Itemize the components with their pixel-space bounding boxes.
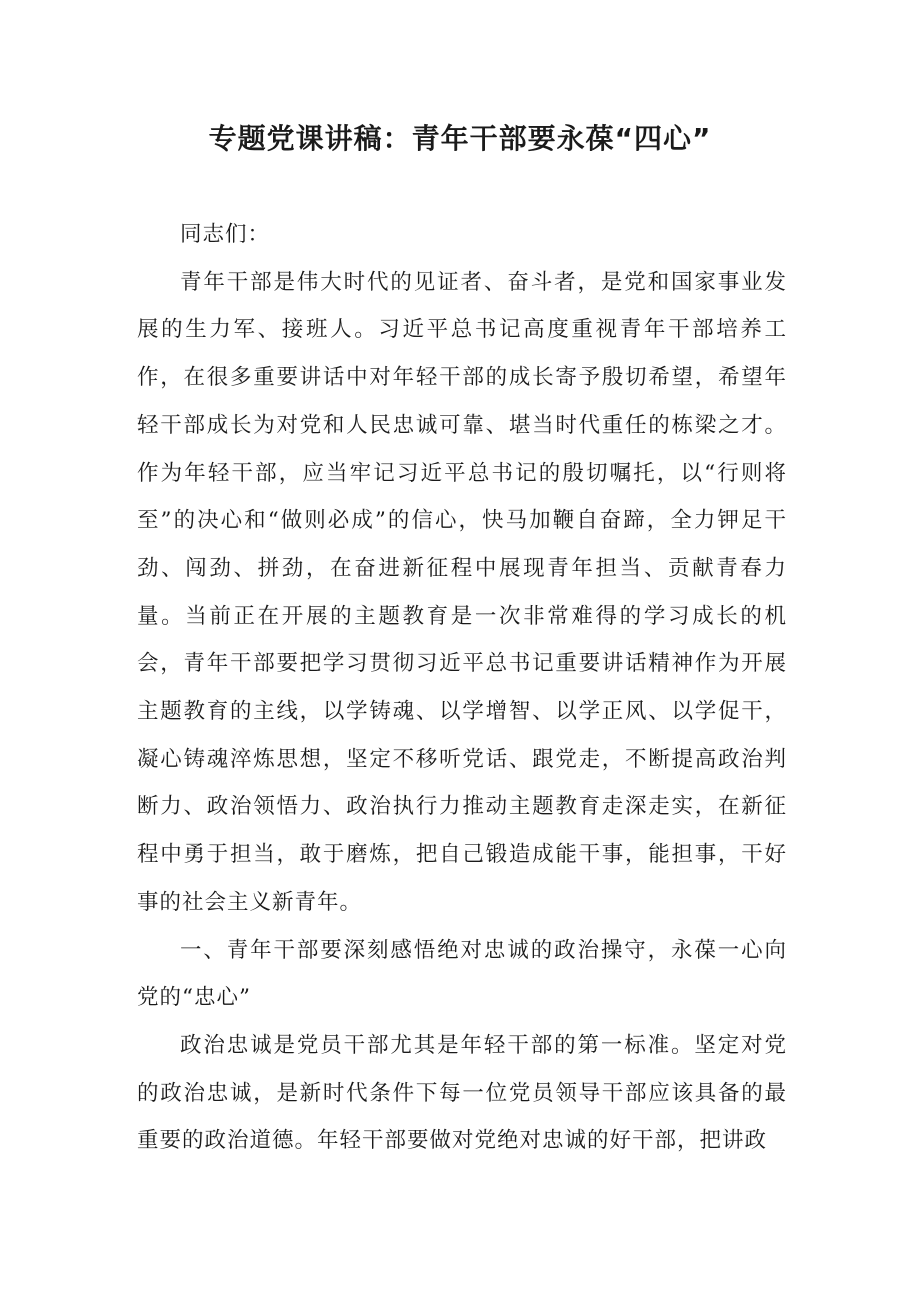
paragraph-intro: 青年干部是伟大时代的见证者、奋斗者，是党和国家事业发展的生力军、接班人。习近平总书记高度重视青年干部培养工作，在很多重要讲话中对年轻干部的成长寄予殷切希望，希望年轻干部成长为对党和人民忠诚可靠、堪当时代重任的栋梁之才。作为年轻干部，应当牢记习近平总书记的殷切嘱托，以“行则将至”的决心和“做则必成”的信心，快马加鞭自奋蹄，全力钾足干劲、闯劲、拼劲，在奋进新征程中展现青年担当、贡献青春力量。当前正在开展的主题教育是一次非常难得的学习成长的机会，青年干部要把学习贯彻习近平总书记重要讲话精神作为开展主题教育的主线，以学铸魂、以学增智、以学正风、以学促干，凝心铸魂淬炼思想，坚定不移听党话、跟党走，不断提高政治判断力、政治领悟力、政治执行力推动主题教育走深走实，在新征程中勇于担当，敢于磨炼，把自己锻造成能干事，能担事，干好事的社会主义新青年。: [137, 269, 787, 915]
document-title: 专题党课讲稿：青年干部要永葆“四心”: [208, 122, 712, 155]
document-body: [137, 211, 787, 1165]
section-heading-1: 一、青年干部要深刻感悟绝对忠诚的政治操守，永葆一心向党的“忠心”: [137, 937, 787, 1011]
paragraph-section-1: 政治忠诚是党员干部尤其是年轻干部的第一标准。坚定对党的政治忠诚，是新时代条件下每一位党员领导干部应该具备的最重要的政治道德。年轻干部要做对党绝对忠诚的好干部，把讲政: [137, 1032, 787, 1154]
salutation: 同志们：: [180, 222, 271, 247]
